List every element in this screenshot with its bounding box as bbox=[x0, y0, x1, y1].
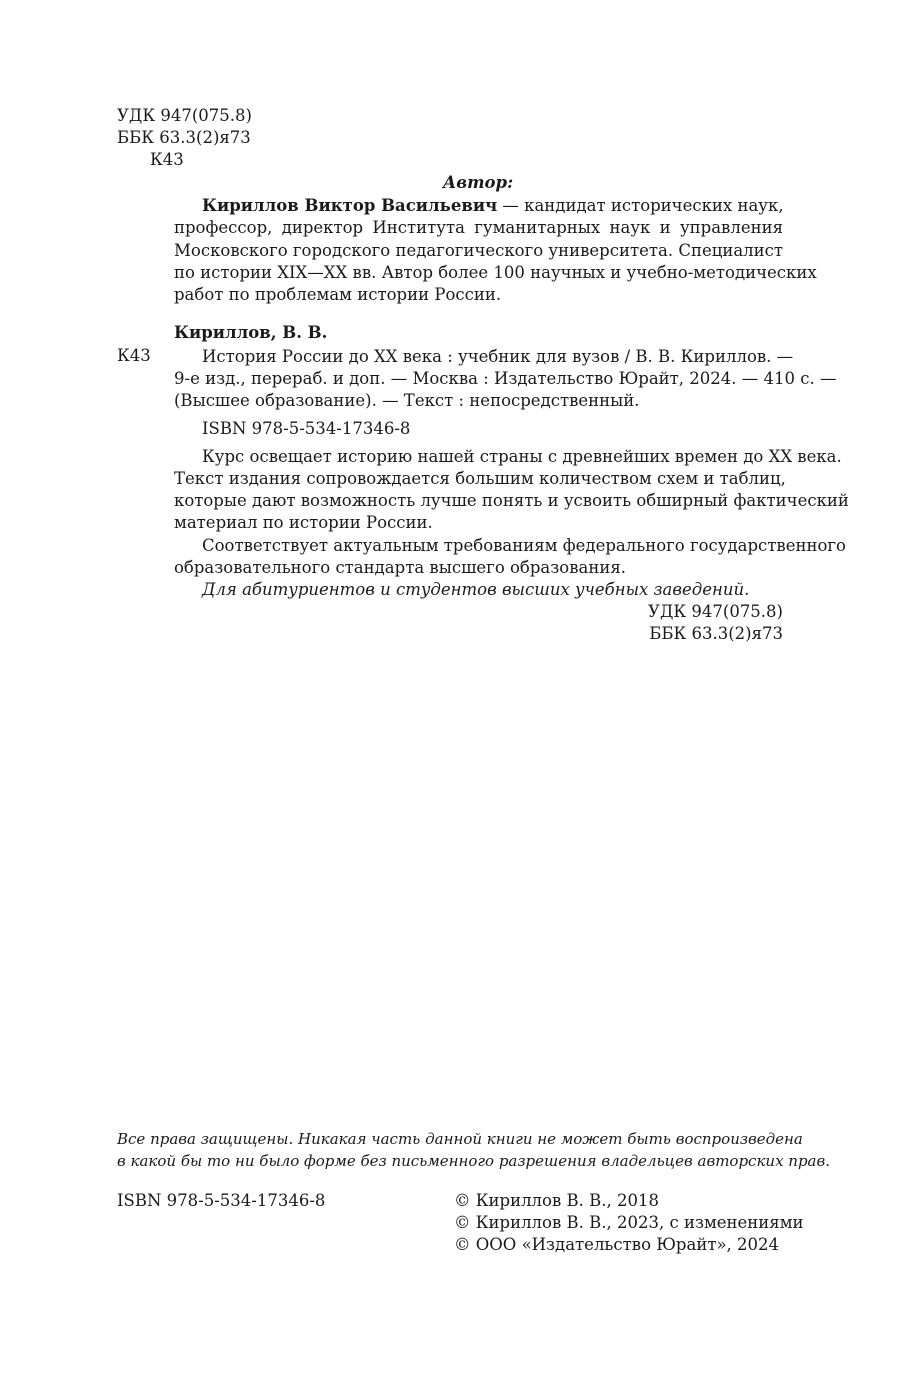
catalog-line-2: 9-е изд., перераб. и доп. — Москва : Издательство Юрайт, 2024. — 410 с. — bbox=[174, 369, 837, 388]
catalog-line-1: История России до XX века : учебник для вузов / В. В. Кириллов. — bbox=[202, 347, 794, 366]
catalog-line-3: (Высшее образование). — Текст : непосредственный. bbox=[174, 391, 640, 410]
rights-line-2: в какой бы то ни было форме без письменного разрешения владельцев авторских прав. bbox=[117, 1152, 830, 1170]
rights-line-1: Все права защищены. Никакая часть данной книги не может быть воспроизведена bbox=[117, 1130, 803, 1148]
annotation-line-5: Соответствует актуальным требованиям федерального государственного bbox=[202, 536, 846, 555]
udk-code: УДК 947(075.8) bbox=[117, 106, 252, 125]
bbk-code: ББК 63.3(2)я73 bbox=[117, 128, 251, 147]
author-bio-line-4: по истории XIX—XX вв. Автор более 100 научных и учебно-методических bbox=[174, 263, 817, 282]
author-bio-rest: — кандидат исторических наук, bbox=[502, 196, 784, 215]
author-mark: К43 bbox=[150, 150, 184, 169]
catalog-isbn: ISBN 978-5-534-17346-8 bbox=[202, 419, 411, 438]
annotation-line-1: Курс освещает историю нашей страны с древнейших времен до XX века. bbox=[202, 447, 842, 466]
author-bio-line-2: профессор, директор Института гуманитарных наук и управления bbox=[174, 218, 783, 237]
author-heading: Автор: bbox=[442, 173, 514, 192]
annotation-bbk: ББК 63.3(2)я73 bbox=[649, 624, 783, 643]
footer-isbn: ISBN 978-5-534-17346-8 bbox=[117, 1191, 326, 1210]
author-bio-line-3: Московского городского педагогического университета. Специалист bbox=[174, 241, 784, 260]
copyright-1: © Кириллов В. В., 2018 bbox=[454, 1191, 659, 1210]
catalog-author: Кириллов, В. В. bbox=[174, 323, 328, 342]
copyright-3: © ООО «Издательство Юрайт», 2024 bbox=[454, 1235, 780, 1254]
author-bio-line-5: работ по проблемам истории России. bbox=[174, 285, 502, 304]
annotation-line-3: которые дают возможность лучше понять и усвоить обширный фактический bbox=[174, 491, 849, 510]
author-name: Кириллов Виктор Васильевич bbox=[202, 196, 498, 215]
annotation-udk: УДК 947(075.8) bbox=[648, 602, 783, 621]
annotation-line-6: образовательного стандарта высшего образования. bbox=[174, 558, 626, 577]
copyright-2: © Кириллов В. В., 2023, с изменениями bbox=[454, 1213, 804, 1232]
annotation-line-2: Текст издания сопровождается большим количеством схем и таблиц, bbox=[174, 469, 786, 488]
audience-note: Для абитуриентов и студентов высших учебных заведений. bbox=[202, 580, 750, 599]
author-bio-line-1 bbox=[202, 195, 783, 217]
annotation-line-4: материал по истории России. bbox=[174, 513, 433, 532]
catalog-mark: К43 bbox=[117, 346, 151, 365]
